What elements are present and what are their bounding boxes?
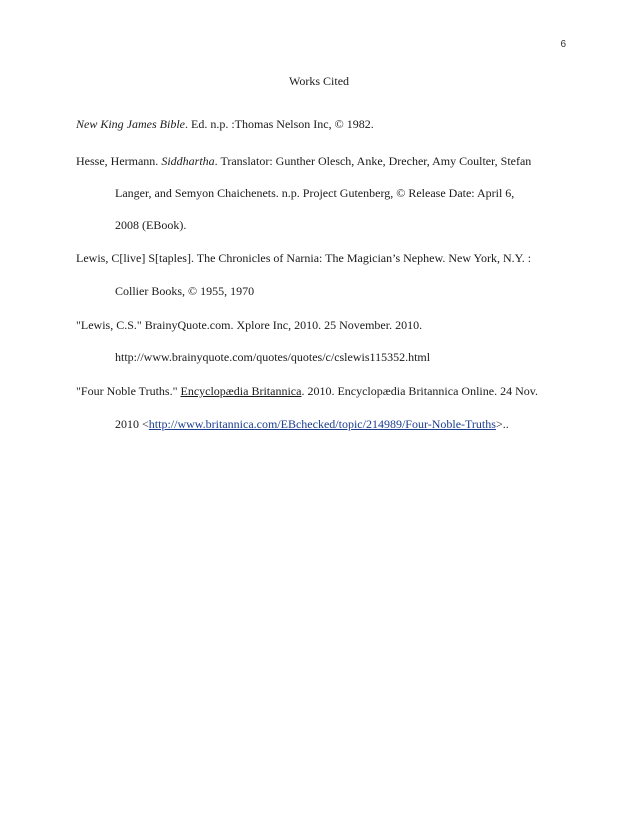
citation-author: Hesse, Hermann. xyxy=(76,154,162,168)
citation-details: . Translator: Gunther Olesch, Anke, Drecher, Amy Coulter, Stefan xyxy=(214,154,532,168)
britannica-link[interactable]: http://www.britannica.com/EBchecked/topic/214989/Four-Noble-Truths xyxy=(148,417,496,431)
citation-lewis-line-2: Collier Books, © 1955, 1970 xyxy=(115,284,255,298)
citation-lewis-line-1: Lewis, C[live] S[taples]. The Chronicles of Narnia: The Magician’s Nephew. New York, N.Y. : xyxy=(76,251,532,265)
citation-hesse-line-3: 2008 (EBook). xyxy=(115,218,187,232)
citation-brainyquote-line-1: "Lewis, C.S." BrainyQuote.com. Xplore Inc, 2010. 25 November. 2010. xyxy=(76,318,423,332)
citation-details: . 2010. Encyclopædia Britannica Online. 24 Nov. xyxy=(301,384,538,398)
citation-britannica-line-1 xyxy=(76,384,538,398)
citation-title-quote: "Four Noble Truths." xyxy=(76,384,181,398)
citation-britannica-line-2 xyxy=(115,417,509,431)
citation-hesse-line-1 xyxy=(76,154,531,168)
works-cited-heading: Works Cited xyxy=(288,74,350,88)
citation-source: Encyclopædia Britannica xyxy=(180,384,302,398)
citation-title: New King James Bible xyxy=(76,117,185,131)
citation-details: . Ed. n.p. :Thomas Nelson Inc, © 1982. xyxy=(184,117,374,131)
citation-year: 2010 < xyxy=(115,417,149,431)
page-number: 6 xyxy=(560,39,566,50)
citation-bible xyxy=(76,117,374,131)
citation-title: Siddhartha xyxy=(161,154,215,168)
citation-end: >.. xyxy=(495,417,509,431)
citation-brainyquote-url: http://www.brainyquote.com/quotes/quotes/c/cslewis115352.html xyxy=(115,350,431,364)
citation-hesse-line-2: Langer, and Semyon Chaichenets. n.p. Project Gutenberg, © Release Date: April 6, xyxy=(115,186,515,200)
